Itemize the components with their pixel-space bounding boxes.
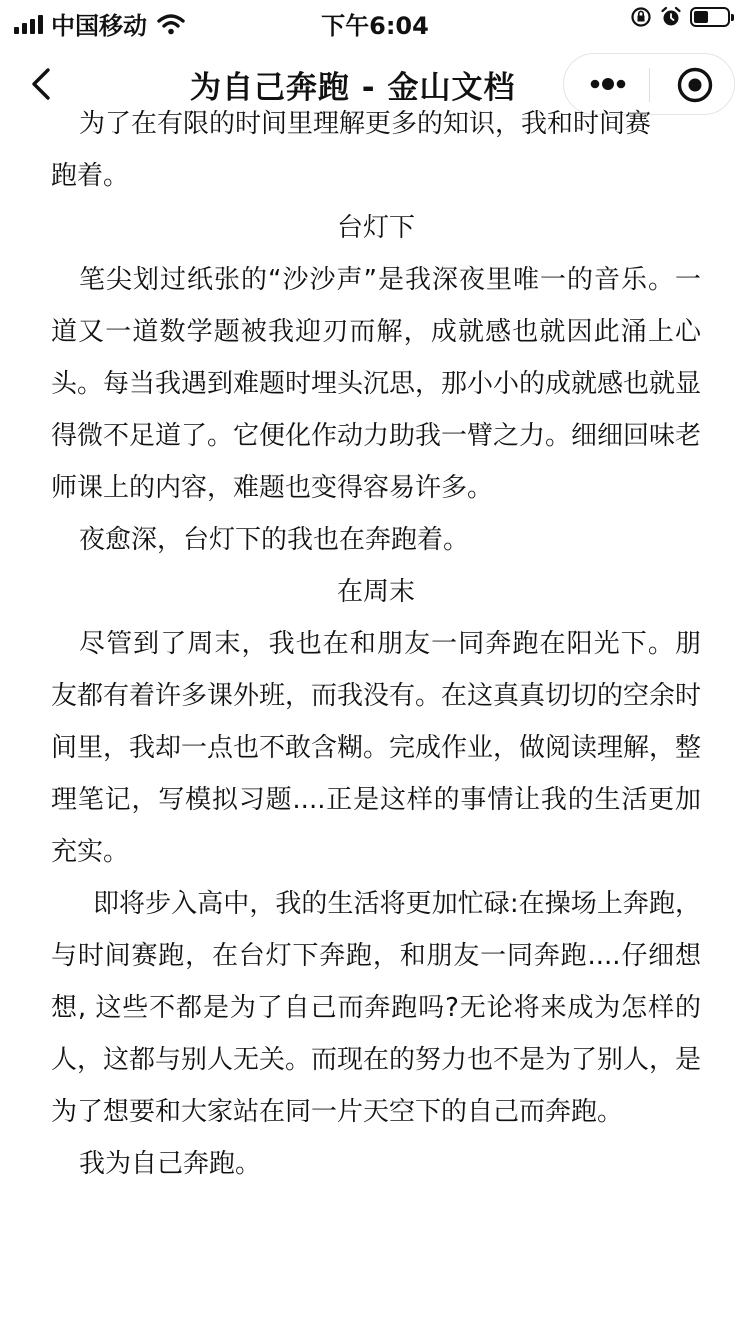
paragraph-desk-lamp: 笔尖划过纸张的“沙沙声”是我深夜里唯一的音乐。一道又一道数学题被我迎刃而解，成就感也就因此涌上心头。每当我遇到难题时埋头沉思，那小小的成就感也就显得微不足道了。它便化作动力助我一臂之力。细细回味老师课上的内容，难题也变得容易许多。 [51,265,702,503]
section-heading-desk-lamp: 台灯下 [336,213,415,243]
article-scroll [51,98,701,1190]
status-right [630,6,730,28]
capsule-divider [649,68,650,102]
partial-line: 为了在有限的时间里理解更多的知识，我和时间赛 [79,109,652,139]
paragraph-conclusion: 我为自己奔跑。 [79,1149,262,1179]
orientation-lock-icon [630,6,652,28]
page-title: 为自己奔跑 - 金山文档 [190,70,516,106]
status-bar [0,0,750,40]
battery-icon [690,7,730,27]
paragraph-high-school: 即将步入高中，我的生活将更加忙碌:在操场上奔跑，与时间赛跑，在台灯下奔跑，和朋友一同奔跑....仔细想想, 这些不都是为了自己而奔跑吗?无论将来成为怎样的人，这都与别人无关。而现在的努力也不是为了别人，是为了想要和大家站在同一片天空下的自己而奔跑。 [51,889,702,1127]
alarm-icon [660,6,682,28]
battery-level [694,11,708,23]
article-body [51,109,702,1308]
carrier-label: 中国移动 [51,12,147,40]
status-time: 下午6:04 [321,12,429,40]
paragraph-weekend: 尽管到了周末，我也在和朋友一同奔跑在阳光下。朋友都有着许多课外班，而我没有。在这真真切切的空余时间里，我却一点也不敢含糊。完成作业，做阅读理解，整理笔记，写模拟习题....正是这样的事情让我的生活更加充实。 [51,629,702,867]
paragraph-tail: 跑着。 [51,161,130,191]
paragraph-late-night: 夜愈深，台灯下的我也在奔跑着。 [79,525,470,555]
section-heading-weekend: 在周末 [336,577,415,607]
